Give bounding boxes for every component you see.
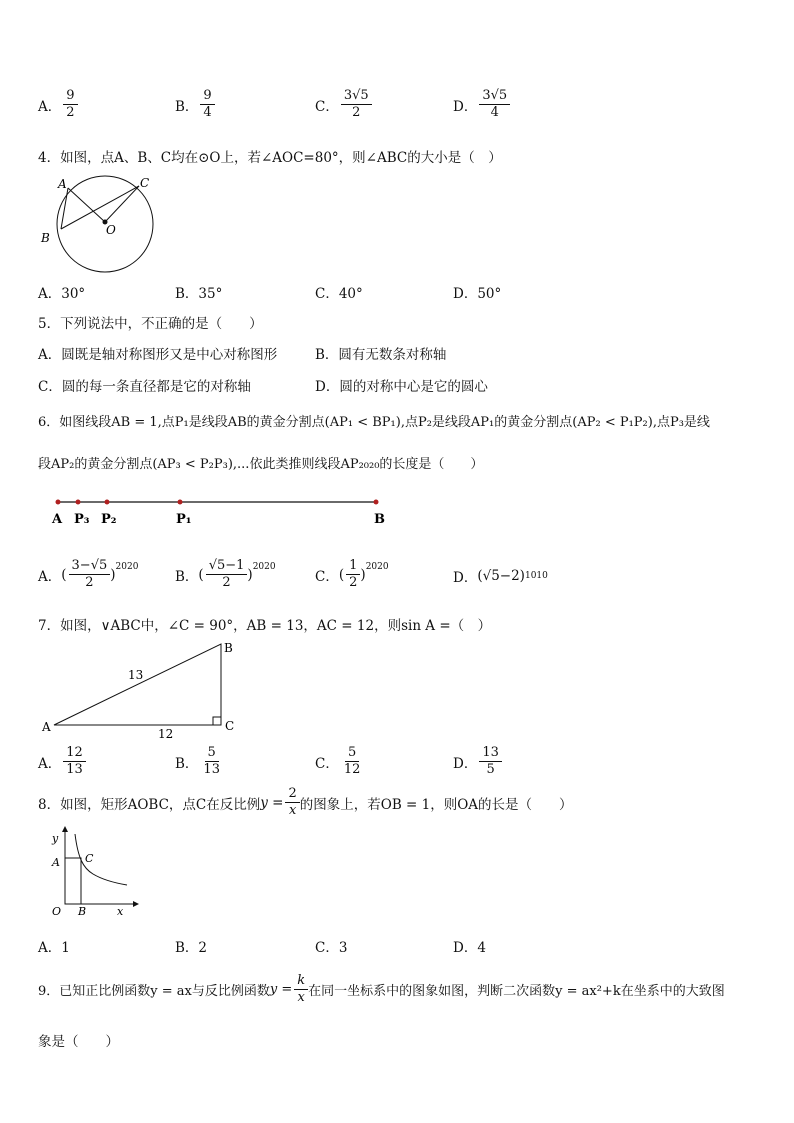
fig-label-c: C xyxy=(225,719,235,733)
q3-option-d[interactable] xyxy=(453,88,510,121)
q9-stem-line2: 象是（ ） xyxy=(38,1034,119,1050)
q8-option-d[interactable]: D．4 xyxy=(453,940,486,956)
q3-option-a[interactable] xyxy=(38,88,78,121)
fraction: $\frac{√5-1}{2}$ xyxy=(206,558,248,591)
q8-option-b[interactable]: B．2 xyxy=(175,940,208,956)
fraction: $\frac{13}{5}$ xyxy=(479,745,502,778)
fraction: $\frac{k}{x}$ xyxy=(294,973,308,1006)
option-label: D． xyxy=(453,98,478,115)
fig-label-a: A xyxy=(42,720,51,734)
fig-label-y: y xyxy=(52,832,59,845)
fig-label-c: C xyxy=(140,176,150,190)
q9-stem: 9．已知正比例函数y = ax与反比例函数 y = $\frac{k}{x}$ 在同一坐标系中的图象如图，判断二次函数y = ax²+k在坐系中的大致图 xyxy=(38,973,725,1005)
fraction: $\frac{9}{2}$ xyxy=(63,88,77,121)
fig-label-a: A xyxy=(52,856,60,869)
q8-graph-figure xyxy=(45,828,135,920)
fig-label-b: B xyxy=(41,231,50,245)
q8-option-a[interactable]: A．1 xyxy=(38,940,70,956)
option-label: C． xyxy=(315,98,339,115)
q7-option-a[interactable]: A． $\frac{12}{13}$ xyxy=(38,745,86,778)
fig-label-p2: P₂ xyxy=(101,512,117,527)
q3-option-c[interactable] xyxy=(315,88,372,121)
fig-label-p1: P₁ xyxy=(176,512,192,527)
q6-option-c[interactable]: C． ( $\frac{1}{2}$ ) 2020 xyxy=(315,558,389,590)
fraction: $\frac{5}{12}$ xyxy=(343,745,361,777)
q5-option-a[interactable]: A．圆既是轴对称图形又是中心对称图形 xyxy=(38,347,278,363)
q4-option-d[interactable]: D．50° xyxy=(453,286,502,302)
q5-stem: 5．下列说法中，不正确的是（ ） xyxy=(38,316,263,332)
option-label: A． xyxy=(38,98,62,115)
q8-stem: 8．如图，矩形AOBC，点C在反比例 y = $\frac{2}{x}$ 的图象上，若OB = 1，则OA的长是（ ） xyxy=(38,786,573,818)
q8-option-c[interactable]: C．3 xyxy=(315,940,348,956)
q7-stem: 7．如图，∨ABC中，∠C = 90°，AB = 13，AC = 12，则sin A =（ ） xyxy=(38,618,492,634)
q5-option-d[interactable]: D．圆的对称中心是它的圆心 xyxy=(315,379,488,395)
q3-option-b[interactable] xyxy=(175,88,215,121)
fig-label-b: B xyxy=(224,641,233,655)
q4-option-a[interactable]: A．30° xyxy=(38,286,86,302)
fraction: $\frac{1}{2}$ xyxy=(346,558,360,591)
fig-label-o: O xyxy=(106,223,116,237)
q5-option-b[interactable]: B．圆有无数条对称轴 xyxy=(315,347,447,363)
fraction: $\frac{12}{13}$ xyxy=(63,745,86,778)
q7-option-b[interactable]: B． $\frac{5}{13}$ xyxy=(175,745,223,778)
fraction: $\frac{2}{x}$ xyxy=(285,786,299,819)
q4-stem: 4．如图，点A、B、C均在⊙O上，若∠AOC=80°，则∠ABC的大小是（ ） xyxy=(38,150,502,166)
fraction: $\frac{3√5}{2}$ xyxy=(341,88,372,121)
q4-circle-figure xyxy=(38,172,168,272)
q7-option-d[interactable]: D． $\frac{13}{5}$ xyxy=(453,745,502,778)
option-label: B． xyxy=(175,98,199,115)
fig-label-c: C xyxy=(85,852,94,865)
q7-option-c[interactable]: C． $\frac{5}{12}$ xyxy=(315,745,363,778)
fig-label-p3: P₃ xyxy=(74,512,90,527)
fig-label-b: B xyxy=(374,512,385,527)
fig-label-a: A xyxy=(58,177,67,191)
q6-option-d[interactable]: D． (√5−2) 1010 xyxy=(453,568,548,586)
q5-option-c[interactable]: C．圆的每一条直径都是它的对称轴 xyxy=(38,379,251,395)
fraction: $\frac{3-√5}{2}$ xyxy=(69,558,111,591)
q4-option-b[interactable]: B．35° xyxy=(175,286,223,302)
q6-option-b[interactable]: B． ( $\frac{√5-1}{2}$ ) 2020 xyxy=(175,558,276,590)
q6-stem-line2: 段AP₂的黄金分割点(AP₃ < P₂P₃),...依此类推则线段AP₂₀₂₀的长度是（ ） xyxy=(38,457,484,472)
q6-option-a[interactable]: A． ( $\frac{3-√5}{2}$ ) 2020 xyxy=(38,558,139,590)
fraction: $\frac{5}{13}$ xyxy=(203,745,220,777)
q6-segment-figure xyxy=(50,495,390,530)
fig-label-a: A xyxy=(52,512,63,527)
fraction: $\frac{9}{4}$ xyxy=(200,88,214,121)
fig-label-base: 12 xyxy=(158,727,174,741)
fig-label-x: x xyxy=(117,905,124,918)
q6-stem-line1: 6．如图线段AB = 1,点P₁是线段AB的黄金分割点(AP₁ < BP₁),点P₂是线段AP₁的黄金分割点(AP₂ < P₁P₂),点P₃是线 xyxy=(38,415,710,430)
fig-label-o: O xyxy=(52,905,62,918)
q4-option-c[interactable]: C．40° xyxy=(315,286,363,302)
fig-label-hyp: 13 xyxy=(128,668,144,682)
q7-triangle-figure xyxy=(38,638,248,743)
fig-label-b: B xyxy=(78,905,87,918)
fraction: $\frac{3√5}{4}$ xyxy=(479,88,510,121)
